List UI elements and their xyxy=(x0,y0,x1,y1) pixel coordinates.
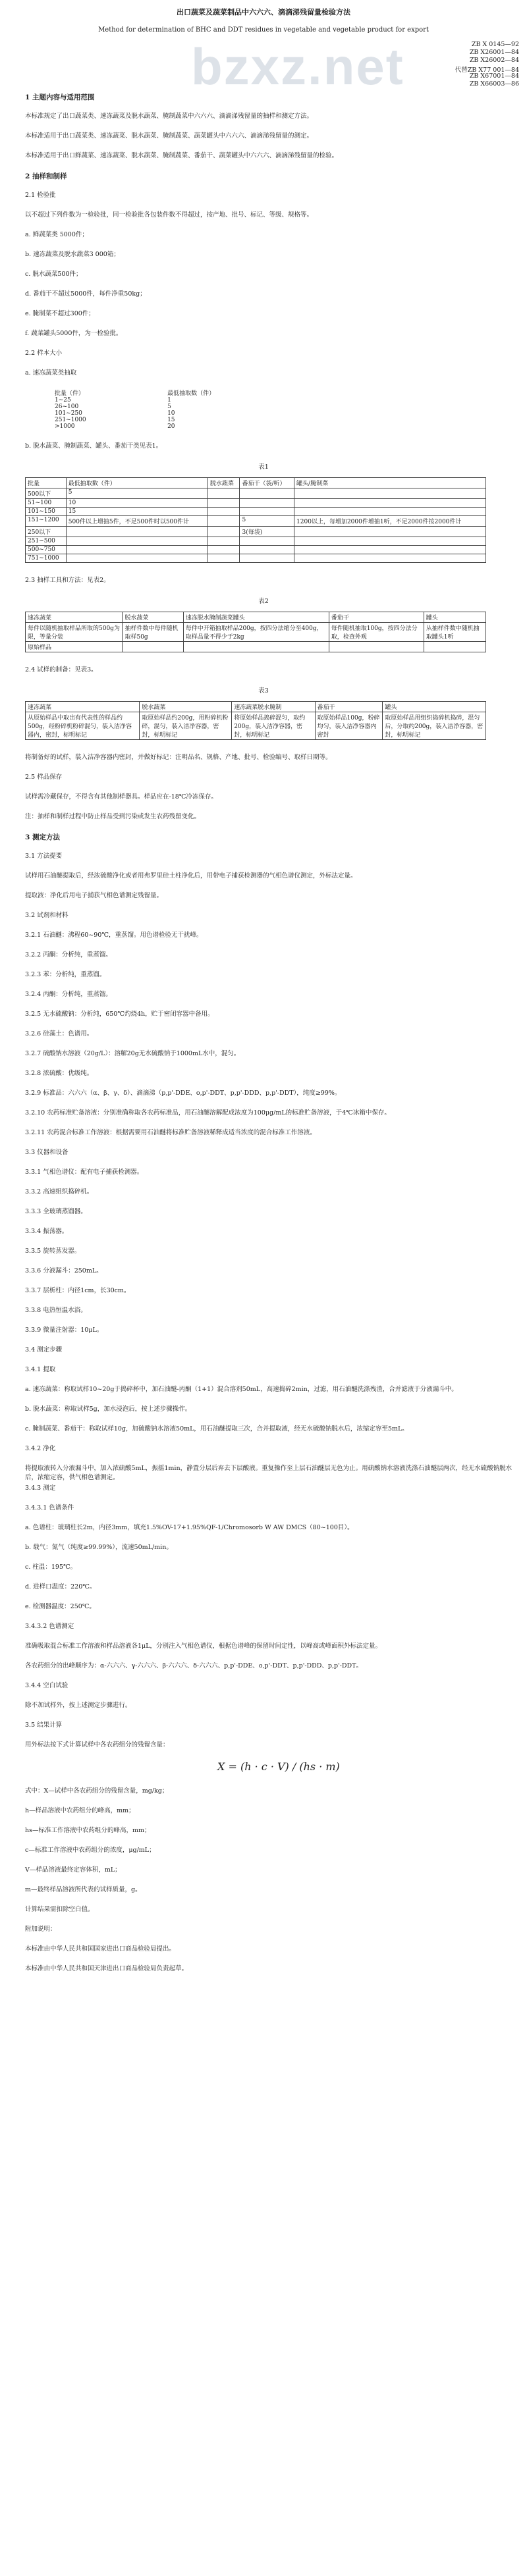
table-cell: 5 xyxy=(167,404,171,410)
column-header: 速冻蔬菜 xyxy=(26,702,140,712)
table-cell xyxy=(240,546,294,554)
paragraph: 3.2 试剂和材料 xyxy=(25,912,69,919)
standard-number: ZB X 0145—92 xyxy=(471,41,519,48)
paragraph: 3.3.7 层析柱：内径1cm，长30cm。 xyxy=(25,1287,130,1294)
paragraph: 各农药组分的出峰顺序为：α-六六六、γ-六六六、β-六六六、δ-六六六、p,p'-DDE、o,p'-DDT、p,p'-DDD、p,p'-DDT。 xyxy=(25,1662,362,1669)
paragraph: m—最终样品溶液所代表的试样质量，g。 xyxy=(25,1886,142,1893)
table-cell xyxy=(294,554,486,563)
column-header: 速冻蔬菜脱水腌制 xyxy=(232,702,315,712)
paragraph: hs—标准工作溶液中农药组分的峰高，mm； xyxy=(25,1827,151,1834)
table-cell: 101~150 xyxy=(26,508,67,516)
sample-size-table xyxy=(53,388,329,430)
table-cell: 20 xyxy=(167,423,175,430)
paragraph: 准确吸取混合标准工作溶液和样品溶液各1μL，分别注入气相色谱仪，根据色谱峰的保留时间定性，以峰高或峰面积外标法定量。 xyxy=(25,1643,382,1650)
paragraph: a. 色谱柱：玻璃柱长2m，内径3mm，填充1.5%OV-17+1.95%QF-1/Chromosorb W AW DMCS（80~100目）。 xyxy=(25,1524,354,1531)
paragraph: 2.4 试样的制备：见表3。 xyxy=(25,666,97,673)
paragraph: 3.2.9 标准品：六六六（α、β、γ、δ）、滴滴涕（p,p'-DDE、o,p'-DDT、p,p'-DDD、p,p'-DDT），纯度≥99%。 xyxy=(25,1090,341,1097)
paragraph: 本标准由中华人民共和国天津进出口商品检验局负责起草。 xyxy=(25,1965,188,1972)
paragraph: a. 速冻蔬菜类抽取 xyxy=(25,369,77,377)
paragraph: 3.3.6 分液漏斗：250mL。 xyxy=(25,1267,103,1275)
paragraph: 试样需冷藏保存，不得含有其他制样器具。样品应在-18℃冷冻保存。 xyxy=(25,793,217,801)
paragraph: 3.3.3 全玻璃蒸馏器。 xyxy=(25,1208,87,1215)
table-cell xyxy=(208,546,240,554)
table-cell xyxy=(294,488,486,499)
column-header: 罐头 xyxy=(383,702,486,712)
table-cell xyxy=(123,642,183,652)
paragraph: 提取液：净化后用电子捕获气相色谱测定残留量。 xyxy=(25,892,163,899)
table-row xyxy=(53,417,329,423)
paragraph: 本标准由中华人民共和国国家进出口商品检验局提出。 xyxy=(25,1945,176,1953)
paragraph: 以不超过下列件数为一检验批，同一检验批各包装件数不得超过，按产地、批号、标记、等级、规格等。 xyxy=(25,211,314,219)
table-cell: 5 xyxy=(66,488,208,499)
paragraph: 3.4.3 测定 xyxy=(25,1485,56,1492)
table-cell xyxy=(424,642,485,652)
standard-number: ZB X66003—86 xyxy=(469,80,519,88)
paragraph: 3.3 仪器和设备 xyxy=(25,1149,69,1156)
paragraph: 3.2.3 苯：分析纯，重蒸馏。 xyxy=(25,971,106,978)
paragraph: 用外标法按下式计算试样中各农药组分的残留含量： xyxy=(25,1741,169,1748)
table-cell xyxy=(294,546,486,554)
paragraph: 3.2.1 石油醚：沸程60~90℃，重蒸馏。用色谱检验无干扰峰。 xyxy=(25,932,203,939)
paragraph: 式中：X—试样中各农药组分的残留含量，mg/kg； xyxy=(25,1787,169,1795)
paragraph: c—标准工作溶液中农药组分的浓度，μg/mL； xyxy=(25,1847,155,1854)
table-row xyxy=(26,527,486,537)
paragraph: 3.2.2 丙酮：分析纯，重蒸馏。 xyxy=(25,951,112,959)
paragraph: 3.3.8 电热恒温水浴。 xyxy=(25,1307,87,1314)
paragraph: 3.2.10 农药标准贮备溶液：分别准确称取各农药标准品，用石油醚溶解配成浓度为100μg/mL的标准贮备溶液，于4℃冰箱中保存。 xyxy=(25,1109,391,1117)
table-row xyxy=(26,642,486,652)
paragraph: e. 检测器温度：250℃。 xyxy=(25,1603,96,1610)
table-cell xyxy=(208,554,240,563)
paragraph: 试样用石油醚提取后，经浓硫酸净化或者用弗罗里硅土柱净化后，用带电子捕获检测器的气相色谱仪测定，外标法定量。 xyxy=(25,872,357,880)
table-row xyxy=(26,488,486,499)
column-header: 番茄干（袋/听） xyxy=(240,478,294,488)
paragraph: 3.3.4 振荡器。 xyxy=(25,1228,69,1235)
column-header: 速冻蔬菜 xyxy=(26,612,123,623)
table-cell xyxy=(183,642,329,652)
table-cell xyxy=(329,642,424,652)
paragraph: a. 鲜蔬菜类 5000件； xyxy=(25,231,88,238)
paragraph: 附加说明： xyxy=(25,1926,57,1933)
table-cell: 1200以上，每增加2000件增抽1听，不足2000件按2000件计 xyxy=(294,516,486,527)
table-cell: 10 xyxy=(167,410,175,417)
table-cell: 从原始样品中取出有代表性的样品约500g，经粉碎机粉碎混匀，装入洁净容器内，密封，标明标记 xyxy=(26,712,140,740)
paragraph: e. 腌制菜不超过300件； xyxy=(25,310,95,317)
paragraph: 3.3.1 气相色谱仪：配有电子捕获检测器。 xyxy=(25,1169,144,1176)
table-cell: 将原始样品捣碎混匀，取约200g，装入洁净容器，密封，标明标记 xyxy=(232,712,315,740)
paragraph: c. 脱水蔬菜500件； xyxy=(25,271,82,278)
table-cell: 5 xyxy=(240,516,294,527)
table-cell: >1000 xyxy=(55,423,75,430)
table-cell: 101~250 xyxy=(55,410,82,417)
table-cell: 26~100 xyxy=(55,404,79,410)
paragraph: a. 速冻蔬菜：称取试样10~20g于捣碎杯中，加石油醚-丙酮（1+1）混合溶剂50mL，高速捣碎2min，过滤，用石油醚洗涤残渣，合并滤液于分液漏斗中。 xyxy=(25,1386,458,1393)
table-cell xyxy=(208,508,240,516)
table-cell: 原始样品 xyxy=(26,642,123,652)
watermark: bzxz.net xyxy=(191,38,404,95)
paragraph: h—样品溶液中农药组分的峰高，mm； xyxy=(25,1807,135,1814)
paragraph: 3.4.1 提取 xyxy=(25,1366,56,1373)
table-cell xyxy=(240,554,294,563)
table-row xyxy=(53,397,329,404)
paragraph: 3.1 方法提要 xyxy=(25,853,63,860)
section-heading: 3 测定方法 xyxy=(25,833,60,841)
paragraph: 3.3.2 高速组织捣碎机。 xyxy=(25,1188,94,1196)
table-cell: 每件以随机抽取样品所取的500g为限，等量分装 xyxy=(26,623,123,642)
table-cell: 10 xyxy=(66,499,208,508)
table-caption: 表1 xyxy=(258,463,269,471)
column-header: 脱水蔬菜 xyxy=(208,478,240,488)
document-title: 出口蔬菜及蔬菜制品中六六六、滴滴涕残留量检验方法 xyxy=(177,8,350,16)
table-cell xyxy=(294,527,486,537)
table-cell: 51~100 xyxy=(26,499,67,508)
paragraph: 3.2.7 硫酸钠水溶液（20g/L）：溶解20g无水硫酸钠于1000mL水中，混匀。 xyxy=(25,1050,240,1057)
table-row xyxy=(26,546,486,554)
paragraph: 3.4.3.1 色谱条件 xyxy=(25,1504,74,1511)
column-header: 番茄干 xyxy=(329,612,424,623)
paragraph: 注：抽样和制样过程中防止样品受到污染或发生农药残留变化。 xyxy=(25,813,201,820)
table-cell: 251~1000 xyxy=(55,417,86,423)
table-row xyxy=(26,623,486,642)
paragraph: d. 番茄干不超过5000件，每件净重50kg； xyxy=(25,290,146,298)
table-cell xyxy=(240,488,294,499)
table-caption: 表3 xyxy=(258,687,269,695)
standard-number: ZB X67001—84 xyxy=(469,72,519,80)
table-cell: 751~1000 xyxy=(26,554,67,563)
table-header-row xyxy=(26,478,486,488)
paragraph: 3.3.5 旋转蒸发器。 xyxy=(25,1248,81,1255)
table-2 xyxy=(25,612,486,652)
table-cell xyxy=(294,499,486,508)
table-cell xyxy=(294,537,486,546)
column-header: 批量（件） xyxy=(55,390,85,397)
table-cell: 15 xyxy=(167,417,175,423)
paragraph: 本标准规定了出口蔬菜类、速冻蔬菜及脱水蔬菜、腌制蔬菜中六六六、滴滴涕残留量的抽样和测定方法。 xyxy=(25,113,314,120)
column-header: 批量 xyxy=(26,478,67,488)
table-row xyxy=(26,499,486,508)
table-cell xyxy=(208,516,240,527)
column-header: 脱水蔬菜 xyxy=(140,702,232,712)
paragraph: 3.2.11 农药混合标准工作溶液：根据需要用石油醚将标准贮备溶液稀释成适当浓度的混合标准工作溶液。 xyxy=(25,1129,316,1136)
standard-number: ZB X26001—84 xyxy=(469,49,519,56)
paragraph: b. 速冻蔬菜及脱水蔬菜3 000箱； xyxy=(25,251,120,258)
paragraph: b. 脱水蔬菜、腌制蔬菜、罐头、番茄干类见表1。 xyxy=(25,442,163,450)
table-row xyxy=(53,423,329,430)
column-header: 番茄干 xyxy=(315,702,383,712)
paragraph: V—样品溶液最终定容体积，mL； xyxy=(25,1866,121,1874)
table-cell xyxy=(66,546,208,554)
paragraph: 2.3 抽样工具和方法：见表2。 xyxy=(25,577,110,584)
table-cell: 251~500 xyxy=(26,537,67,546)
table-row xyxy=(53,404,329,410)
table-row xyxy=(26,537,486,546)
column-header: 速冻脱水腌制蔬菜罐头 xyxy=(183,612,329,623)
document-subtitle: Method for determination of BHC and DDT residues in vegetable and vegetable product for export xyxy=(98,26,429,34)
table-cell xyxy=(208,488,240,499)
table-cell xyxy=(208,537,240,546)
table-cell xyxy=(66,527,208,537)
paragraph: 2.1 检验批 xyxy=(25,192,56,199)
table-row xyxy=(26,554,486,563)
table-row xyxy=(26,712,486,740)
table-cell xyxy=(66,554,208,563)
paragraph: 3.4 测定步骤 xyxy=(25,1346,63,1354)
table-1 xyxy=(25,477,486,563)
standard-number: 代替ZB X77 001—84 xyxy=(455,66,519,74)
paragraph: c. 腌制蔬菜、番茄干：称取试样10g，加硫酸钠水溶液50mL，用石油醚提取三次，合并提取液，经无水硫酸钠脱水后，浓缩定容至5mL。 xyxy=(25,1425,408,1433)
section-heading: 2 抽样和制样 xyxy=(25,172,67,180)
table-cell: 15 xyxy=(66,508,208,516)
paragraph: 本标准适用于出口蔬菜类、速冻蔬菜、脱水蔬菜、腌制蔬菜、蔬菜罐头中六六六、滴滴涕残留量的测定。 xyxy=(25,132,314,140)
column-header: 脱水蔬菜 xyxy=(123,612,183,623)
paragraph: b. 载气：氮气（纯度≥99.99%），流速50mL/min。 xyxy=(25,1544,173,1551)
paragraph: 2.5 样品保存 xyxy=(25,774,63,781)
table-cell: 抽样件数中每件随机取样50g xyxy=(123,623,183,642)
paragraph: 2.2 样本大小 xyxy=(25,350,63,357)
paragraph: 将制备好的试样，装入洁净容器内密封，并做好标记：注明品名、规格、产地、批号、检验编号、取样日期等。 xyxy=(25,754,332,761)
table-cell: 250以下 xyxy=(26,527,67,537)
paragraph: f. 蔬菜罐头5000件，为一检验批。 xyxy=(25,330,123,337)
table-3 xyxy=(25,701,486,740)
paragraph: 3.4.4 空白试验 xyxy=(25,1682,69,1689)
table-cell: 取原始样品约200g，用粉碎机粉碎，混匀，装入洁净容器，密封，标明标记 xyxy=(140,712,232,740)
table-cell: 1~25 xyxy=(55,397,71,404)
column-header: 罐头/腌制菜 xyxy=(294,478,486,488)
calculation-formula: X = (h · c · V) / (hs · m) xyxy=(217,1760,340,1773)
paragraph: 3.5 结果计算 xyxy=(25,1722,63,1729)
table-cell xyxy=(208,499,240,508)
table-cell: 取原始样品100g，粉碎均匀，装入洁净容器内密封 xyxy=(315,712,383,740)
paragraph: 除不加试样外，按上述测定步骤进行。 xyxy=(25,1702,132,1709)
paragraph: 3.2.5 无水硫酸钠：分析纯，650℃灼烧4h，贮于密闭容器中备用。 xyxy=(25,1011,214,1018)
paragraph: 计算结果需扣除空白值。 xyxy=(25,1906,94,1913)
table-cell: 从抽样件数中随机抽取罐头1听 xyxy=(424,623,485,642)
table-cell: 500~750 xyxy=(26,546,67,554)
paragraph: 3.4.3.2 色谱测定 xyxy=(25,1623,74,1630)
paragraph: 3.4.2 净化 xyxy=(25,1445,56,1452)
table-cell: 每件中开箱抽取样品200g，按四分法缩分至400g，取样品量不得少于2kg xyxy=(183,623,329,642)
paragraph: d. 进样口温度：220℃。 xyxy=(25,1583,96,1590)
paragraph: 3.3.9 微量注射器：10μL。 xyxy=(25,1327,103,1334)
paragraph: 本标准适用于出口鲜蔬菜、速冻蔬菜、脱水蔬菜、腌制蔬菜、番茄干、蔬菜罐头中六六六、滴滴涕残留量的检验。 xyxy=(25,152,339,159)
table-cell xyxy=(294,508,486,516)
table-cell xyxy=(66,537,208,546)
table-row xyxy=(53,410,329,417)
table-row xyxy=(26,516,486,527)
standard-number: ZB X26002—84 xyxy=(469,57,519,64)
table-cell: 取原始样品用组织捣碎机捣碎，混匀后，分取约200g，装入洁净容器，密封，标明标记 xyxy=(383,712,486,740)
paragraph: c. 柱温：195℃。 xyxy=(25,1564,77,1571)
table-cell: 3(每袋) xyxy=(240,527,294,537)
column-header: 最低抽取数（件） xyxy=(167,390,215,397)
paragraph: 3.2.6 硅藻土：色谱用。 xyxy=(25,1030,94,1038)
paragraph: 3.2.8 浓硫酸：优级纯。 xyxy=(25,1070,94,1077)
table-cell xyxy=(208,527,240,537)
table-cell xyxy=(240,508,294,516)
table-cell: 500以下 xyxy=(26,488,67,499)
table-caption: 表2 xyxy=(258,598,269,605)
column-header: 罐头 xyxy=(424,612,485,623)
table-header-row xyxy=(26,702,486,712)
table-header-row xyxy=(26,612,486,623)
paragraph: 将提取液转入分液漏斗中，加入浓硫酸5mL，振摇1min，静置分层后弃去下层酸液。重复操作至上层石油醚层无色为止。用硫酸钠水溶液洗涤石油醚层两次，经无水硫酸钠脱水后，浓缩定容，供气相色谱测定。 xyxy=(25,1465,513,1481)
paragraph: 3.2.4 丙酮：分析纯，重蒸馏。 xyxy=(25,991,112,998)
section-heading: 1 主题内容与适用范围 xyxy=(25,93,95,101)
paragraph: b. 脱水蔬菜：称取试样5g，加水浸泡后，按上述步骤操作。 xyxy=(25,1406,192,1413)
table-cell: 1 xyxy=(167,397,171,404)
table-cell: 每件随机抽取100g，按四分法分取，检查外观 xyxy=(329,623,424,642)
table-cell: 500件以上增抽5件，不足500件时以500件计 xyxy=(66,516,208,527)
table-cell: 151~1200 xyxy=(26,516,67,527)
table-cell xyxy=(240,537,294,546)
table-cell xyxy=(240,499,294,508)
table-row xyxy=(26,508,486,516)
column-header: 最低抽取数（件） xyxy=(66,478,208,488)
